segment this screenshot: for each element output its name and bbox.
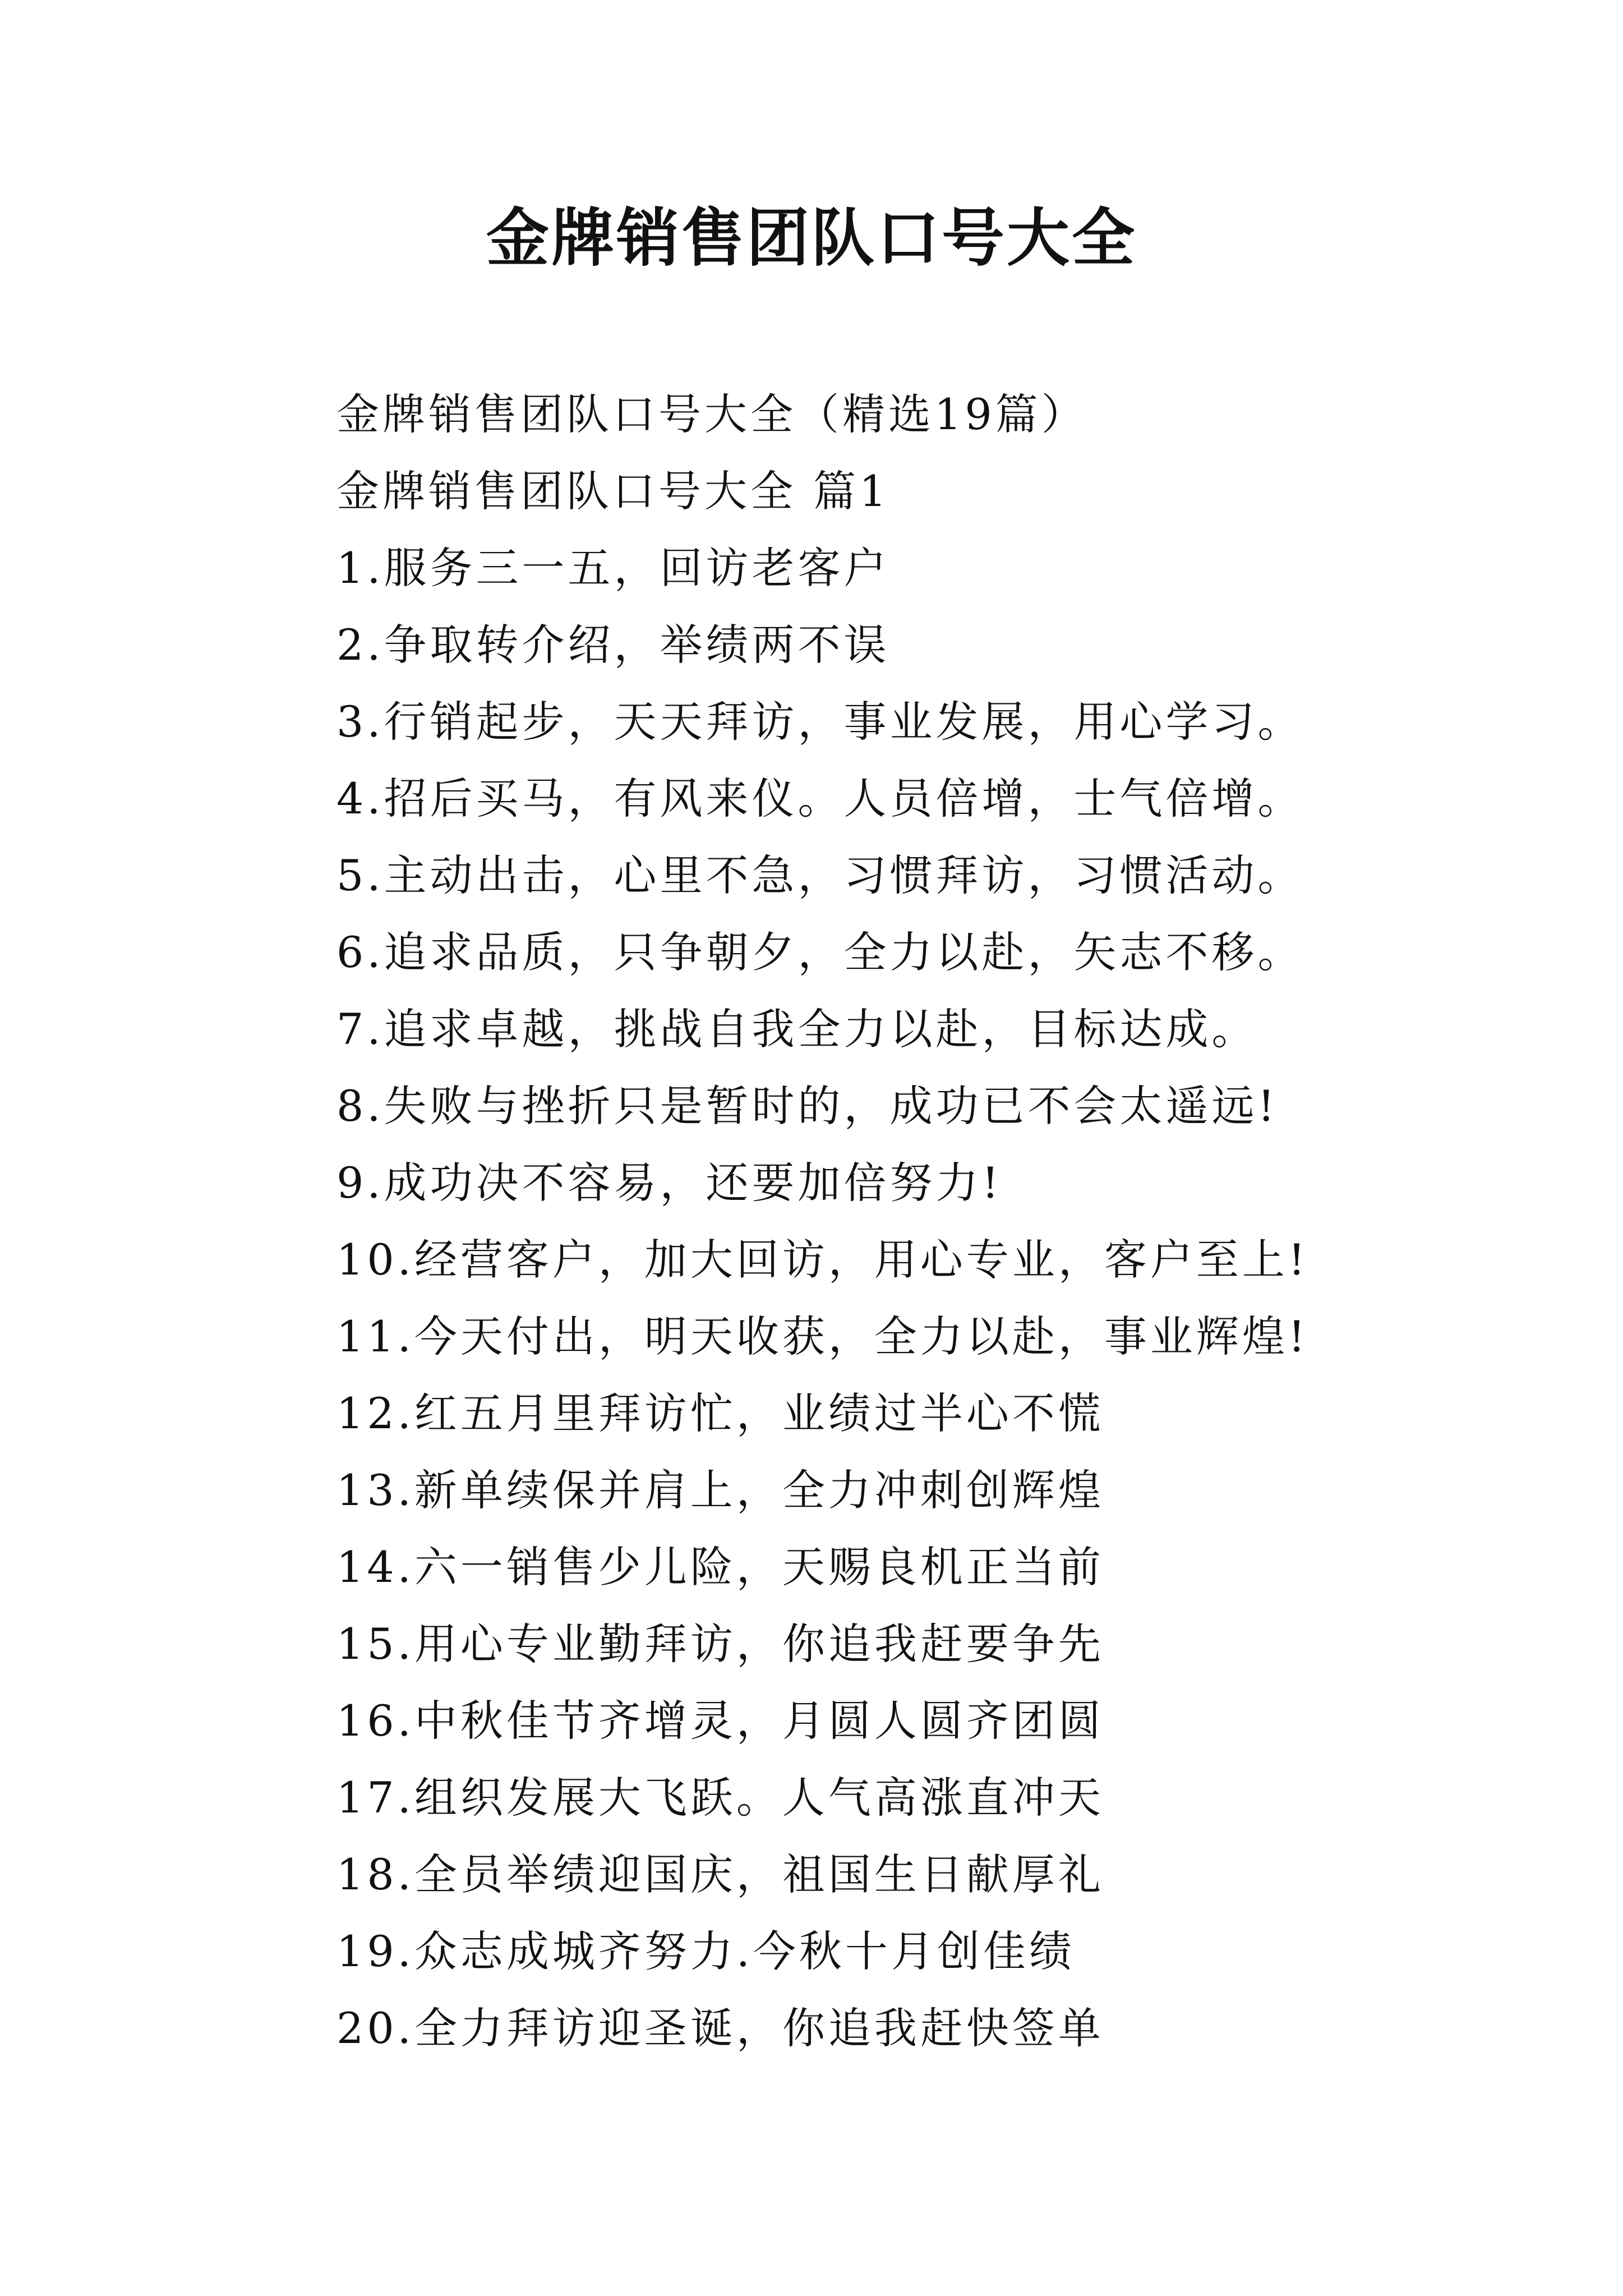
slogan-item: 7.追求卓越，挑战自我全力以赴，目标达成。 — [336, 1004, 1258, 1054]
slogan-item: 2.争取转介绍，举绩两不误 — [336, 620, 890, 670]
slogan-item: 11.今天付出，明天收获，全力以赴，事业辉煌! — [336, 1312, 1309, 1361]
slogan-item: 15.用心专业勤拜访，你追我赶要争先 — [336, 1619, 1104, 1669]
slogan-item: 19.众志成城齐努力.今秋十月创佳绩 — [336, 1926, 1076, 1976]
document-title: 金牌销售团队口号大全 — [486, 201, 1137, 275]
section-heading: 金牌销售团队口号大全 篇1 — [336, 466, 890, 516]
slogan-item: 4.招后买马，有风来仪。人员倍增，士气倍增。 — [336, 774, 1304, 823]
slogan-item: 16.中秋佳节齐增灵，月圆人圆齐团圆 — [336, 1696, 1104, 1746]
slogan-item: 10.经营客户，加大回访，用心专业，客户至上! — [336, 1235, 1309, 1285]
document-body — [336, 376, 1514, 2067]
slogan-item: 17.组织发展大飞跃。人气高涨直冲天 — [336, 1773, 1104, 1823]
slogan-item: 3.行销起步，天天拜访，事业发展，用心学习。 — [336, 697, 1304, 747]
slogan-item: 13.新单续保并肩上，全力冲刺创辉煌 — [336, 1465, 1104, 1515]
slogan-item: 6.追求品质，只争朝夕，全力以赴，矢志不移。 — [336, 927, 1304, 977]
slogan-item: 20.全力拜访迎圣诞，你追我赶快签单 — [336, 2003, 1104, 2053]
slogan-item: 14.六一销售少儿险，天赐良机正当前 — [336, 1542, 1104, 1592]
slogan-item: 18.全员举绩迎国庆，祖国生日献厚礼 — [336, 1849, 1104, 1899]
slogan-item: 8.失败与挫折只是暂时的，成功已不会太遥远! — [336, 1081, 1279, 1131]
slogan-item: 1.服务三一五，回访老客户 — [336, 543, 890, 593]
document-subtitle: 金牌销售团队口号大全（精选19篇） — [336, 389, 1087, 439]
slogan-item: 12.红五月里拜访忙，业绩过半心不慌 — [336, 1388, 1104, 1438]
slogan-item: 9.成功决不容易，还要加倍努力! — [336, 1158, 1003, 1208]
slogan-item: 5.主动出击，心里不急，习惯拜访，习惯活动。 — [336, 850, 1304, 900]
